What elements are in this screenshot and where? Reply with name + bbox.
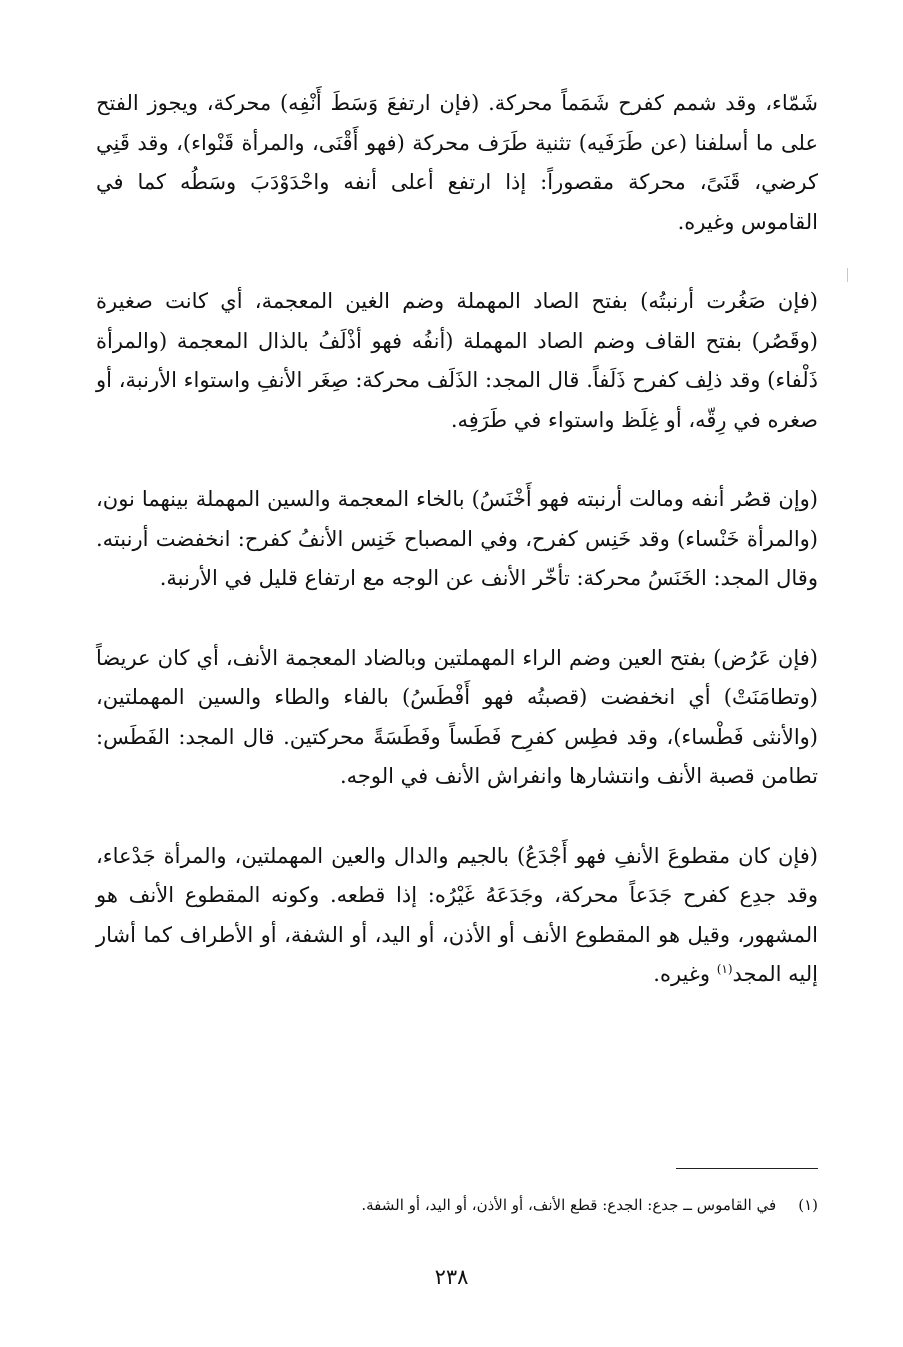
footnote-separator (676, 1168, 818, 1169)
main-text (96, 84, 818, 1035)
margin-mark (847, 268, 848, 282)
paragraph-2: (فإن صَغُرت أرنبتُه) بفتح الصاد المهملة وضم الغين المعجمة، أي كانت صغيرة (وقَصُر) بفتح القاف وضم الصاد المهملة (أنفُه فهو أذْلَفُ بالذال المعجمة (والمرأة ذَلْفاء) وقد ذلِف كفرح ذَلَفاً. قال المجد: الذَلَف محركة: صِغَر الأنفِ واستواء الأرنبة، أو صغره في رِقّه، أو غِلَظ واستواء في طَرَفِه. (96, 289, 818, 432)
paragraph-5 (96, 837, 818, 995)
footnote-marker: (١) (798, 1196, 818, 1214)
paragraph-4: (فإن عَرُض) بفتح العين وضم الراء المهملتين وبالضاد المعجمة الأنف، أي كان عريضاً (وتطامَنَتْ) أي انخفضت (قصبتُه فهو أَفْطَسُ) بالفاء والطاء والسين المهملتين، (والأنثى فَطْساء)، وقد فطِس كفرِح فَطَساً وفَطَسَةً محركتين. قال المجد: الفَطَس: تطامن قصبة الأنف وانتشارها وانفراش الأنف في الوجه. (96, 645, 818, 788)
paragraph-3: (وإن قصُر أنفه ومالت أرنبته فهو أَخْنَسُ) بالخاء المعجمة والسين المهملة بينهما نون، (والمرأة خَنْساء) وقد خَنِس كفرح، وفي المصباح خَنِس الأنفُ كفرح: انخفضت أرنبته. وقال المجد: الخَنَسُ محركة: تأخّر الأنف عن الوجه مع ارتفاع قليل في الأرنبة. (96, 487, 818, 590)
footnote (96, 1192, 818, 1218)
footnote-text: في القاموس ــ جدع: الجدع: قطع الأنف، أو الأذن، أو اليد، أو الشفة. (361, 1196, 777, 1214)
paragraph-5-tail: وغيره. (653, 962, 717, 986)
paragraph-1: شَمّاء، وقد شمم كفرح شَمَماً محركة. (فإن ارتفعَ وَسَطَ أَنْفِه) محركة، ويجوز الفتح على ما أسلفنا (عن طَرَفَيه) تثنية طَرَف محركة (فهو أَقْنَى، والمرأة قَنْواء)، وقد قَنِي كرضي، قَنَىً، محركة مقصوراً: إذا ارتفع أعلى أنفه واحْدَوْدَبَ وسَطُه كما في القاموس وغيره. (96, 91, 818, 234)
page-number: ٢٣٨ (434, 1265, 469, 1289)
footnote-reference: (١) (716, 962, 733, 976)
paragraph-5-text: (فإن كان مقطوعَ الأنفِ فهو أَجْدَعُ) بالجيم والدال والعين المهملتين، والمرأة جَدْعاء، وقد جدِع كفرح جَدَعاً محركة، وجَدَعَهُ غَيْرُه: إذا قطعه. وكونه المقطوع الأنف هو المشهور، وقيل هو المقطوع الأنف أو الأذن، أو اليد، أو الشفة، أو الأطراف كما أشار إليه المجد (96, 843, 818, 986)
